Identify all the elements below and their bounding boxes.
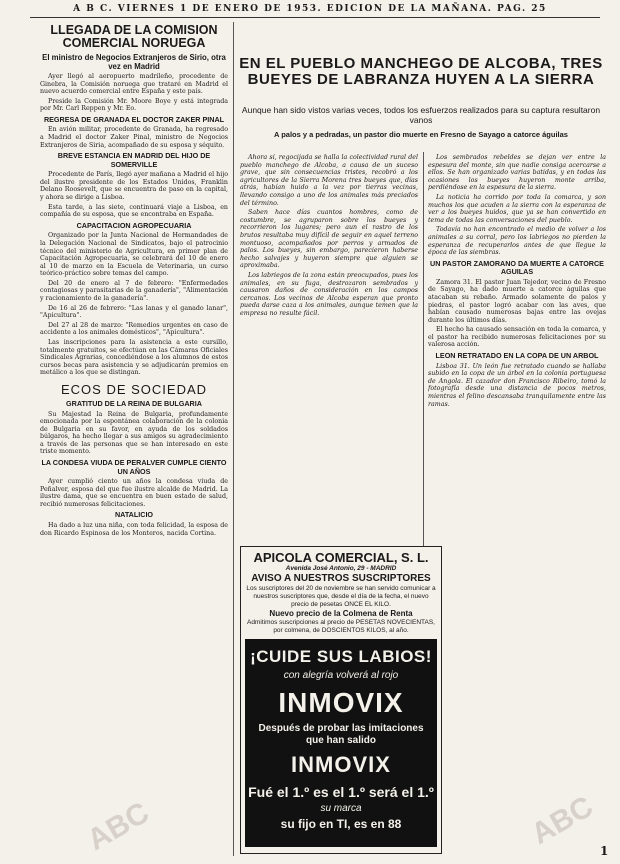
heading-natalicio: NATALICIO: [114, 510, 154, 520]
left-paragraph: Del 20 de enero al 7 de febrero: "Enfermedades contagiosas y parasitarias de la ganadería", "Alimentación y racionamiento de la ganadería".: [40, 279, 228, 303]
left-paragraph: Las inscripciones para la asistencia a este cursillo, totalmente gratuitos, se efectúan en las Cámaras Oficiales Sindicales Agrarias, concediéndose a los alumnos de estos cursos becas para asistencia y se adjudicarán premios en metálico a los que se distingan.: [40, 339, 228, 377]
ad-prize-sub: su marca: [320, 803, 362, 814]
heading-pastor: UN PASTOR ZAMORANO DA MUERTE A CATORCE AGUILAS: [430, 258, 604, 277]
main-subtitle: Aunque han sido vistos varias veces, todos los esfuerzos realizados para su captura resultaron vanos: [241, 105, 601, 125]
left-paragraph: Organizado por la Junta Nacional de Hermandades de la Delegación Nacional de Sindicatos, bajo el patrocinio técnico del ministerio de Agricultura, en primer plan de Capacitación Agropecuaria, se celebrará del 10 de enero al 10 de marzo en la Escuela de Veterinaria, un curso teórico-práctico sobre temas del campo.: [40, 232, 228, 278]
ad-text: Los suscriptores del 20 de noviembre se han servido comunicar a nuestros suscriptores que, desde el día de la fecha, el nuevo precio de pesetas ONCE EL KILO.: [246, 585, 436, 608]
ad-address: Avenida José Antonio, 29 - MADRID: [285, 565, 397, 572]
main-body-right: [428, 154, 606, 852]
page-number: 1: [600, 844, 609, 858]
left-paragraph: Preside la Comisión Mr. Moore Boye y está integrada por Mr. Carl Reppen y Mr. Eo.: [40, 97, 228, 113]
left-subtitle: El ministro de Negocios Extranjeros de Sirio, otra vez en Madrid: [42, 53, 226, 71]
left-title: LLEGADA DE LA COMISION COMERCIAL NORUEGA: [50, 24, 218, 50]
left-paragraph: Ayer cumplió ciento un años la condesa viuda de Peñalver, esposa del que fue ilustre alcalde de Madrid. La ilustre dama, que se encuentra en buen estado de salud, recibió numerosas felicitaciones.: [40, 478, 228, 508]
ad-prize: Fué el 1.º es el 1.º será el 1.º: [248, 784, 434, 800]
ad-black-sub: con alegría volverá al rojo: [283, 670, 399, 681]
main-deck: A palos y a pedradas, un pastor dio muerte en Fresno de Sayago a catorce águilas: [274, 130, 568, 139]
main-paragraph: Todavía no han encontrado el medio de volver a los animales a su corral, pero los labriegos no pierden la esperanza de recuperarlos antes de que llegue la época de las siembras.: [428, 226, 606, 257]
main-paragraph: El hecho ha causado sensación en toda la comarca, y el pastor ha recibido numerosas felicitaciones por su valerosa acción.: [428, 326, 606, 349]
column-divider: [233, 22, 234, 856]
heading-estancia: BREVE ESTANCIA EN MADRID DEL HIJO DE SOMERVILLE: [57, 151, 211, 169]
header-rule: [30, 17, 600, 18]
advertisement: [240, 546, 442, 854]
left-paragraph: Procedente de París, llegó ayer mañana a Madrid el hijo del ilustre presidente de los Estados Unidos, Franklin Delano Roosevelt, que se encuentra de paso en la capital, y ahora se dirige a Lisboa.: [40, 171, 228, 202]
ad-notice: AVISO A NUESTROS SUSCRIPTORES: [251, 573, 431, 584]
ad-text: Admitimos suscripciones al precio de PESETAS NOVECIENTAS, por colmena, de DOSCIENTOS KILOS, al año.: [247, 619, 435, 634]
heading-capacitacion: CAPACITACION AGROPECUARIA: [76, 220, 192, 230]
heading-regresa: REGRESA DE GRANADA EL DOCTOR ZAKER PINAL: [43, 114, 225, 124]
page-header: A B C. VIERNES 1 DE ENERO DE 1953. EDICION DE LA MAÑANA. PAG. 25: [73, 4, 547, 14]
main-paragraph: La noticia ha corrido por toda la comarca, y son muchos los que acuden a la sierra con la esperanza de ver a los bueyes huidos, que ya se han convertido en tema de todas las conversaciones del pueblo.: [428, 193, 606, 224]
heading-condesa: LA CONDESA VIUDA DE PERALVER CUMPLE CIENTO UN AÑOS: [41, 458, 227, 476]
main-paragraph: Ahora sí, regocijada se halla la colectividad rural del pueblo manchego de Alcoba, a causa de un suceso grave, que sin consecuencias tristes, recobró a los agricultores de la Sierra Morena tres bueyes que, días atrás, habían huido a la vez por tierras vecinas, llevando consigo a uno de los animales más preciados del término.: [240, 154, 418, 207]
ad-brand: INMOVIX: [278, 687, 404, 718]
main-headline: EN EL PUEBLO MANCHEGO DE ALCOBA, TRES BUEYES DE LABRANZA HUYEN A LA SIERRA: [239, 55, 603, 88]
ad-company: APICOLA COMERCIAL, S. L.: [253, 550, 429, 565]
ad-brand-2: INMOVIX: [291, 752, 391, 777]
left-paragraph: En avión militar, procedente de Granada, ha regresado a Madrid el doctor Zaker Pinal, ministro de Negocios Extranjeros de Siria, acompañado de su esposa y séquito.: [40, 126, 228, 149]
ecos-title: ECOS DE SOCIEDAD: [60, 382, 208, 397]
abc-watermark: ABC: [81, 796, 155, 858]
abc-watermark: ABC: [525, 790, 599, 852]
heading-leon: LEON RETRATADO EN LA COPA DE UN ARBOL: [435, 351, 599, 361]
ad-inmovix-panel: [245, 639, 437, 847]
left-paragraph: Su Majestad la Reina de Bulgaria, profundamente emocionada por la espontánea colaboración de la colonia de Bulgaria en su favor, en ayuda de los soldados búlgaros, ha hecho llegar a sus amigos su agradecimiento a través de las personas que se han interesado en este triste momento.: [40, 410, 228, 456]
main-body-left: [240, 154, 418, 540]
ad-black-head: ¡CUIDE SUS LABIOS!: [250, 647, 432, 666]
left-paragraph: Ha dado a luz una niña, con toda felicidad, la esposa de don Ricardo Espinosa de los Monteros, nacida Cortina.: [40, 521, 228, 537]
ad-tagline: su fijo en TI, es en 88: [280, 817, 402, 831]
ad-black-text: Después de probar las imitaciones que han salido: [258, 723, 424, 746]
left-paragraph: Esta tarde, a las siete, continuará viaje a Lisboa, en compañía de su esposa, que se encontraba en España.: [40, 203, 228, 219]
main-paragraph: Los labriegos de la zona están preocupados, pues los animales, en su fuga, destrozaron sembrados y causaron daños de consideración en los campos cercanos. Los vecinos de Alcoba esperan que pronto pueda darse caza a los animales, aunque temen que la empresa no resulte fácil.: [240, 271, 418, 317]
left-paragraph: Del 27 al 28 de marzo: "Remedios urgentes en caso de accidente a los animales domésticos", "Apicultura".: [40, 321, 228, 337]
ad-price: Nuevo precio de la Colmena de Renta: [269, 609, 413, 618]
left-column: [40, 24, 228, 856]
left-paragraph: Ayer llegó al aeropuerto madrileño, procedente de Ginebra, la Comisión noruega que trataré en Madrid el nuevo acuerdo comercial entre España y este país.: [40, 73, 228, 96]
main-paragraph: Lisboa 31. Un león fue retratado cuando se hallaba subido en la copa de un árbol en la colonia portuguesa de Angola. El cazador don Francisco Ribeiro, tomó la fotografía desde una distancia de pocos metros, mientras el felino descansaba tranquilamente entre las ramas.: [428, 362, 606, 408]
left-paragraph: De 16 al 26 de febrero: "Las lanas y el ganado lanar", "Apicultura".: [40, 304, 228, 320]
ecos-subtitle: GRATITUD DE LA REINA DE BULGARIA: [66, 399, 202, 408]
main-paragraph: Saben hace días cuantos hombres, como de costumbre, se agruparon sobre los bueyes y recorrieron los lugares; pero aun el rastro de los brutos resultaba muy difícil de seguir en aquel terreno montuoso, acompañados por perros y armados de palos. Los bueyes, sin embargo, parecieron haberse hecho salvajes y huyeron siempre que alguien se aproximaba.: [240, 209, 418, 270]
main-paragraph: Los sembrados rebeldes se dejan ver entre la espesura del monte, sin que nadie consiga acercarse a ellos. Se han organizado varias batidas, y en todas las ocasiones los bueyes huyeron monte arriba, perdiéndose en la espesura de la sierra.: [428, 154, 606, 192]
main-paragraph: Zamora 31. El pastor Juan Tejedor, vecino de Fresno de Sayago, ha dado muerte a catorce águilas que atacaban su rebaño. Armado solamente de palos y piedras, el pastor logró acabar con las aves, que habían causado numerosas bajas entre las ovejas durante los últimos días.: [428, 278, 606, 324]
